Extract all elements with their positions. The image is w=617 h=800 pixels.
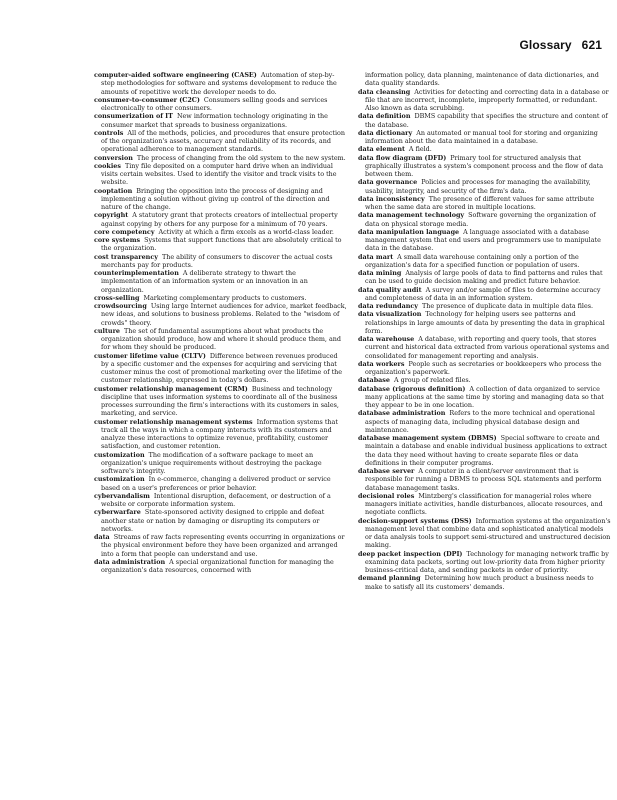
glossary-definition: Software governing the organization of data on physical storage media.: [365, 211, 596, 228]
glossary-term: data governance: [358, 178, 418, 187]
glossary-definition: New information technology originating in the consumer market that spreads to business organizations.: [101, 112, 328, 129]
glossary-term: data visualization: [358, 310, 422, 319]
page-number: 621: [581, 38, 602, 52]
glossary-term: data flow diagram (DFD): [358, 153, 447, 162]
glossary-entry: [94, 228, 347, 236]
glossary-term: cybervandalism: [94, 491, 150, 500]
page-header: [520, 38, 603, 52]
glossary-definition: State-sponsored activity designed to cripple and defeat another state or nation by damaging or disrupting its computers or networks.: [101, 508, 325, 533]
glossary-term: data warehouse: [358, 335, 415, 343]
glossary-term: data element: [358, 145, 405, 154]
glossary-entry: [358, 178, 611, 195]
glossary-entry: [358, 467, 611, 492]
glossary-definition: The presence of different values for same attribute when the same data are stored in multiple locations.: [365, 194, 595, 211]
glossary-term: cross-selling: [94, 293, 140, 302]
glossary-right-column: [358, 71, 611, 591]
glossary-term: copyright: [94, 211, 129, 220]
glossary-entry: [94, 129, 347, 154]
glossary-entry: [94, 71, 347, 96]
glossary-definition: An automated or manual tool for storing and organizing information about the data maintained in a database.: [365, 128, 598, 145]
glossary-definition: The ability of consumers to discover the actual costs merchants pay for products.: [101, 252, 333, 269]
glossary-definition: A computer in a client/server environment that is responsible for running a DBMS to process SQL statements and perform database management tasks.: [365, 467, 602, 492]
glossary-left-column: [94, 71, 347, 574]
glossary-definition: Mintzberg's classification for managerial roles where managers initiate activities, handle disturbances, allocate resources, and negotiate conflicts.: [365, 491, 603, 517]
glossary-entry: [358, 112, 611, 129]
glossary-definition: A small data warehouse containing only a portion of the organization's data for a specified function or population of users.: [365, 252, 580, 269]
continued-definition: information policy, data planning, maintenance of data dictionaries, and data quality standards.: [365, 71, 599, 88]
glossary-definition: Technology for helping users see patterns and relationships in large amounts of data by presenting the data in graphical form.: [365, 310, 605, 335]
glossary-term: data quality audit: [358, 285, 422, 294]
glossary-entry: [94, 533, 347, 558]
glossary-entry: [94, 112, 347, 129]
glossary-entry: [94, 187, 347, 212]
glossary-definition: Determining how much product a business needs to make to satisfy all its customers' demands.: [365, 574, 594, 591]
glossary-term: demand planning: [358, 574, 421, 583]
glossary-entry: [358, 376, 611, 384]
glossary-definition: Policies and processes for managing the availability, usability, integrity, and security of the firm's data.: [365, 178, 591, 195]
glossary-entry: [358, 211, 611, 228]
glossary-definition: The set of fundamental assumptions about what products the organization should produce, how and where it should produce them, and for whom they should be produced.: [101, 326, 342, 352]
glossary-entry: [358, 88, 611, 113]
glossary-definition: Streams of raw facts representing events occurring in organizations or the physical environment before they have been organized and arranged into a form that people can understand and use.: [101, 533, 345, 558]
glossary-term: culture: [94, 326, 120, 335]
glossary-entry: [94, 451, 347, 476]
glossary-entry: [94, 253, 347, 270]
glossary-term: computer-aided software engineering (CASE): [94, 71, 257, 79]
glossary-definition: A special organizational function for managing the organization's data resources, concerned with: [101, 557, 334, 574]
glossary-term: database server: [358, 467, 415, 475]
glossary-term: data workers: [358, 359, 405, 368]
glossary-entry: [358, 360, 611, 377]
glossary-entry: [94, 327, 347, 352]
glossary-entry: [94, 352, 347, 385]
glossary-term: database management system (DBMS): [358, 434, 497, 442]
glossary-entry: [358, 129, 611, 146]
glossary-term: data definition: [358, 112, 411, 121]
glossary-definition: The modification of a software package to meet an organization's unique requirements without destroying the package software's integrity.: [101, 450, 322, 475]
glossary-entry: [358, 154, 611, 179]
glossary-entry: [358, 385, 611, 410]
glossary-definition: People such as secretaries or bookkeepers who process the organization's paperwork.: [365, 359, 602, 376]
glossary-definition: Tiny file deposited on a computer hard drive when an individual visits certain websites. Used to identify the visitor and track visits to the website.: [101, 161, 337, 187]
glossary-definition: A field.: [408, 145, 432, 154]
page-title: Glossary: [519, 38, 572, 52]
glossary-term: consumer-to-consumer (C2C): [94, 95, 200, 104]
glossary-definition: A deliberate strategy to thwart the implementation of an information system or an innovation in an organization.: [101, 269, 308, 294]
glossary-term: customer lifetime value (CLTV): [94, 351, 206, 360]
glossary-entry: [94, 294, 347, 302]
glossary-definition: Bringing the opposition into the process of designing and implementing a solution without giving up control of the direction and nature of the change.: [101, 186, 330, 211]
glossary-entry: [94, 162, 347, 187]
glossary-term: database (rigorous definition): [358, 384, 466, 393]
glossary-term: core competency: [94, 227, 155, 236]
glossary-term: data management technology: [358, 211, 465, 220]
glossary-entry: [358, 228, 611, 253]
glossary-term: database administration: [358, 409, 446, 418]
glossary-entry: [94, 475, 347, 492]
glossary-entry: [358, 550, 611, 575]
glossary-definition: Intentional disruption, defacement, or destruction of a website or corporate information system.: [101, 491, 331, 508]
glossary-entry: [94, 211, 347, 228]
glossary-definition: Using large Internet audiences for advice, market feedback, new ideas, and solutions to business problems. Related to the "wisdom of crowds" theory.: [101, 302, 347, 327]
glossary-term: database: [358, 376, 390, 385]
glossary-definition: Activities for detecting and correcting data in a database or file that are incorrect, incomplete, improperly formatted, or redundant. Also known as data scrubbing.: [365, 87, 609, 112]
glossary-definition: Special software to create and maintain a database and enable individual business applications to extract the data they need without having to create separate files or data definitions in their computer programs.: [365, 434, 608, 467]
glossary-term: decisional roles: [358, 491, 415, 500]
glossary-entry: [358, 574, 611, 591]
glossary-term: consumerization of IT: [94, 112, 173, 121]
glossary-definition: Business and technology discipline that uses information systems to coordinate all of the business processes surrounding the firm's interactions with its customers in sales, marketing, and service.: [101, 384, 339, 418]
glossary-term: data manipulation language: [358, 227, 460, 236]
glossary-definition: Marketing complementary products to customers.: [143, 293, 307, 302]
glossary-definition: A language associated with a database management system that end users and programmers use to manipulate data in the database.: [365, 227, 601, 253]
glossary-term: data mart: [358, 252, 394, 261]
glossary-term: data cleansing: [358, 87, 411, 96]
glossary-term: data: [94, 533, 110, 541]
glossary-term: controls: [94, 128, 124, 137]
glossary-definition: Analysis of large pools of data to find patterns and rules that can be used to guide decision making and predict future behavior.: [365, 269, 603, 286]
glossary-term: data redundancy: [358, 302, 418, 310]
glossary-term: decision-support systems (DSS): [358, 516, 472, 525]
glossary-term: data inconsistency: [358, 194, 425, 203]
glossary-term: customer relationship management systems: [94, 417, 253, 426]
glossary-definition: Systems that support functions that are absolutely critical to the organization.: [101, 236, 342, 253]
glossary-term: deep packet inspection (DPI): [358, 549, 463, 558]
glossary-entry: [358, 492, 611, 517]
glossary-term: cyberwarfare: [94, 508, 141, 517]
glossary-entry: [94, 492, 347, 509]
glossary-definition: Consumers selling goods and services electronically to other consumers.: [101, 95, 328, 112]
glossary-entry: [358, 286, 611, 303]
glossary-definition: Difference between revenues produced by a specific customer and the expenses for acquiring and servicing that customer minus the cost of promotional marketing over the lifetime of the customer relationship, expressed in today's dollars.: [101, 351, 343, 385]
glossary-definition: A group of related files.: [393, 376, 471, 385]
glossary-entry: [94, 385, 347, 418]
glossary-term: crowdsourcing: [94, 302, 147, 310]
glossary-term: customization: [94, 450, 145, 459]
glossary-definition: Information systems that track all the ways in which a company interacts with its customers and analyze these interactions to optimize revenue, profitability, customer satisfaction, and customer retention.: [101, 417, 338, 451]
glossary-definition: Primary tool for structured analysis that graphically illustrates a system's component process and the flow of data between them.: [365, 153, 604, 178]
glossary-entry: [94, 269, 347, 294]
glossary-definition: A collection of data organized to service many applications at the same time by storing and managing data so that they appear to be in one location.: [365, 384, 604, 409]
glossary-term: data mining: [358, 269, 402, 277]
glossary-term: data dictionary: [358, 128, 413, 137]
glossary-entry: [358, 269, 611, 286]
glossary-definition: Technology for managing network traffic by examining data packets, sorting out low-priority data from higher priority business-critical data, and sending packets in order of priority.: [365, 549, 609, 574]
glossary-term: cookies: [94, 161, 121, 170]
glossary-entry: [358, 434, 611, 467]
glossary-entry: [94, 418, 347, 451]
glossary-entry: [358, 145, 611, 153]
glossary-definition: A database, with reporting and query tools, that stores current and historical data extracted from various operational systems and consolidated for management reporting and analysis.: [365, 335, 610, 360]
glossary-term: counterimplementation: [94, 269, 179, 277]
glossary-term: cost transparency: [94, 252, 158, 261]
glossary-entry: [358, 517, 611, 550]
glossary-entry: [94, 96, 347, 113]
glossary-term: conversion: [94, 153, 133, 162]
glossary-entry: [358, 195, 611, 212]
glossary-entry: [94, 302, 347, 327]
glossary-definition: The process of changing from the old system to the new system.: [136, 153, 346, 162]
glossary-entry: [358, 335, 611, 360]
glossary-definition: In e-commerce, changing a delivered product or service based on a user's preferences or prior behavior.: [101, 475, 331, 492]
glossary-definition: Refers to the more technical and operational aspects of managing data, including physical database design and maintenance.: [365, 409, 595, 434]
glossary-entry: [94, 236, 347, 253]
glossary-definition: A statutory grant that protects creators of intellectual property against copying by others for any purpose for a minimum of 70 years.: [101, 211, 338, 228]
glossary-entry: [358, 302, 611, 310]
glossary-definition: A survey and/or sample of files to determine accuracy and completeness of data in an information system.: [365, 285, 601, 302]
glossary-definition: Information systems at the organization's management level that combine data and sophisticated analytical models or data analysis tools to support semi-structured and unstructured decision making.: [365, 516, 611, 550]
glossary-term: customer relationship management (CRM): [94, 384, 248, 393]
glossary-definition: Activity at which a firm excels as a world-class leader.: [158, 227, 334, 236]
glossary-entry: [94, 154, 347, 162]
glossary-definition: All of the methods, policies, and procedures that ensure protection of the organization's assets, accuracy and reliability of its records, and operational adherence to management standards.: [101, 128, 345, 154]
glossary-definition: Automation of step-by-step methodologies for software and systems development to reduce the amounts of repetitive work the developer needs to do.: [101, 71, 337, 96]
glossary-term: customization: [94, 475, 145, 484]
glossary-entry: [94, 558, 347, 575]
glossary-term: core systems: [94, 236, 141, 244]
glossary-definition: The presence of duplicate data in multiple data files.: [421, 302, 594, 310]
glossary-term: cooptation: [94, 186, 133, 195]
glossary-entry: [358, 409, 611, 434]
glossary-term: data administration: [94, 557, 166, 566]
glossary-entry: [358, 310, 611, 335]
glossary-definition: DBMS capability that specifies the structure and content of the database.: [365, 112, 608, 129]
glossary-entry: [94, 508, 347, 533]
glossary-entry: [358, 253, 611, 270]
